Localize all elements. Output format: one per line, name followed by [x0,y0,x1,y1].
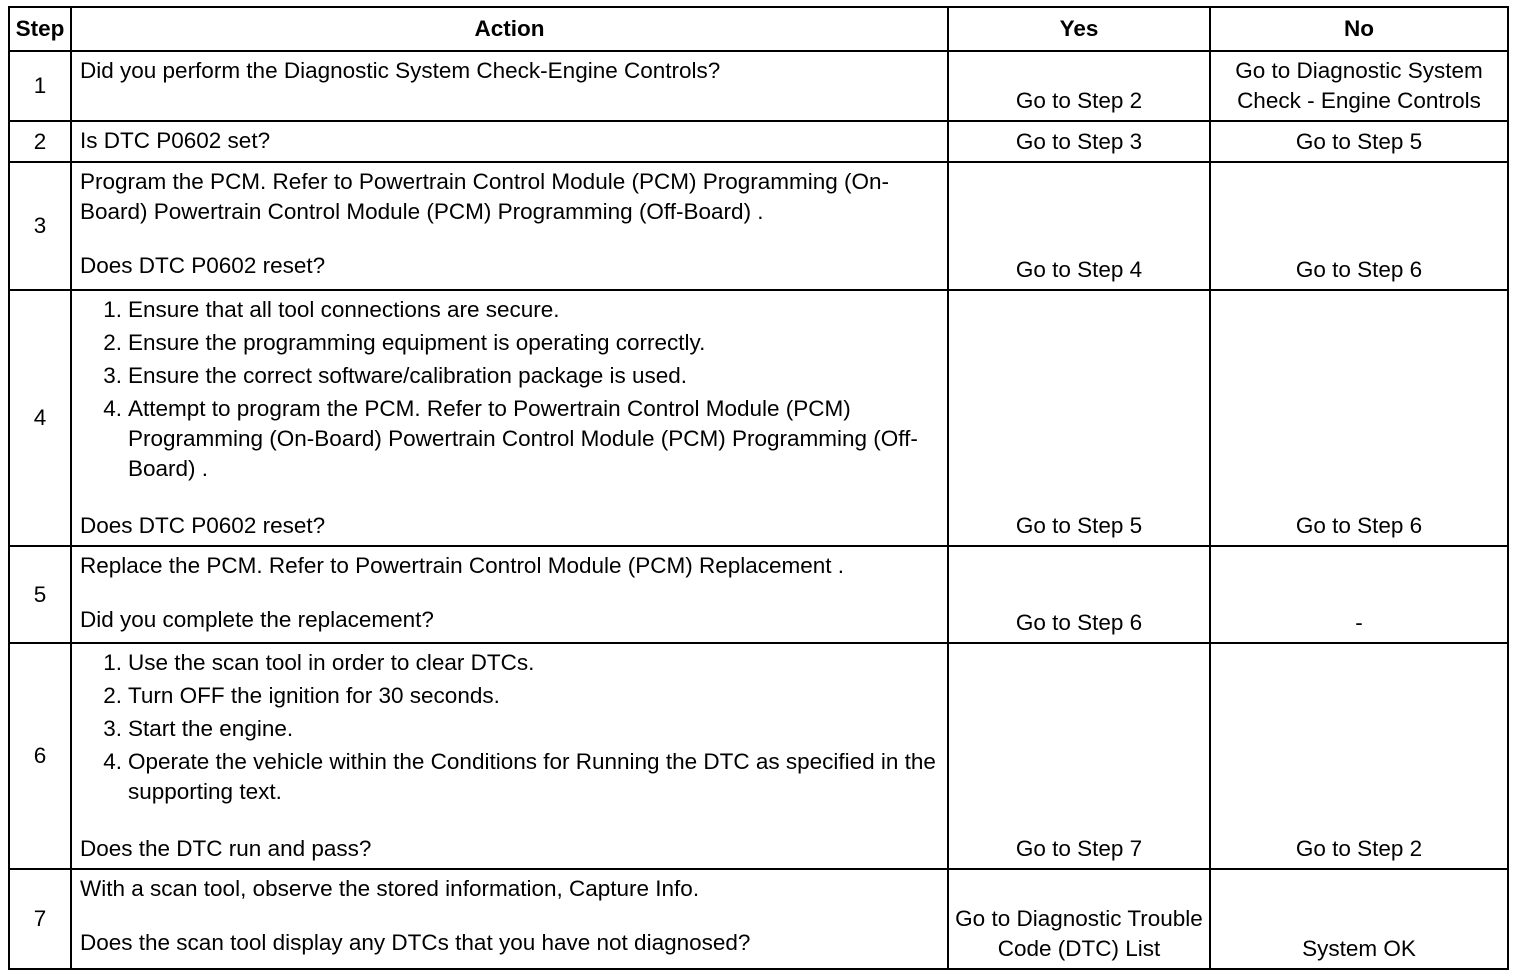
action-cell [71,869,948,969]
yes-result: Go to Step 4 [948,162,1210,290]
list-item [103,747,939,807]
list-item-number: 4. [103,749,122,774]
header-row [9,7,1508,51]
table-row-step-6 [9,643,1508,869]
list-item-text: Start the engine. [128,716,294,741]
yes-result: Go to Step 6 [948,546,1210,643]
action-question: Does DTC P0602 reset? [80,253,326,278]
header-yes: Yes [948,7,1210,51]
action-cell [71,643,948,869]
list-item-number: 3. [103,363,122,388]
list-item-number: 2. [103,683,122,708]
list-item-text: Attempt to program the PCM. Refer to Powertrain Control Module (PCM) Programming (On-Board) Powertrain Control Module (PCM) Programming (Off-Board) . [128,396,918,481]
step-number: 1 [9,51,71,121]
action-text: Replace the PCM. Refer to Powertrain Control Module (PCM) Replacement . [80,553,845,578]
list-item-text: Operate the vehicle within the Conditions for Running the DTC as specified in the supporting text. [128,749,936,804]
yes-result: Go to Step 3 [948,121,1210,162]
step-number: 2 [9,121,71,162]
no-result: Go to Step 2 [1210,643,1508,869]
list-item-number: 2. [103,330,122,355]
table-row-step-3 [9,162,1508,290]
no-result: Go to Step 6 [1210,290,1508,546]
list-item [103,361,939,391]
list-item-text: Turn OFF the ignition for 30 seconds. [128,683,500,708]
table-row-step-5 [9,546,1508,643]
action-list [80,295,939,484]
list-item [103,394,939,484]
list-item-number: 4. [103,396,122,421]
action-cell [71,162,948,290]
action-question: Did you complete the replacement? [80,607,434,632]
diagnostic-table [8,6,1509,970]
list-item [103,328,939,358]
table-row-step-1 [9,51,1508,121]
action-cell [71,290,948,546]
action-text: Is DTC P0602 set? [71,121,948,162]
yes-result: Go to Step 5 [948,290,1210,546]
step-number: 7 [9,869,71,969]
no-result: Go to Step 5 [1210,121,1508,162]
header-action: Action [71,7,948,51]
action-question: Does DTC P0602 reset? [80,513,326,538]
step-number: 5 [9,546,71,643]
header-no: No [1210,7,1508,51]
list-item-text: Ensure the programming equipment is operating correctly. [128,330,706,355]
step-number: 6 [9,643,71,869]
yes-result: Go to Step 2 [948,51,1210,121]
no-result: System OK [1210,869,1508,969]
action-text: With a scan tool, observe the stored information, Capture Info. [80,876,700,901]
list-item [103,714,939,744]
no-result: Go to Diagnostic System Check - Engine Controls [1210,51,1508,121]
action-list [80,648,939,807]
list-item [103,648,939,678]
action-cell [71,546,948,643]
table-row-step-2 [9,121,1508,162]
table-row-step-7 [9,869,1508,969]
action-question: Does the scan tool display any DTCs that you have not diagnosed? [80,930,751,955]
header-step: Step [9,7,71,51]
no-result: Go to Step 6 [1210,162,1508,290]
no-result: - [1210,546,1508,643]
yes-result: Go to Step 7 [948,643,1210,869]
step-number: 3 [9,162,71,290]
list-item-number: 1. [103,650,122,675]
step-number: 4 [9,290,71,546]
list-item-number: 1. [103,297,122,322]
list-item-text: Ensure the correct software/calibration package is used. [128,363,688,388]
action-text: Program the PCM. Refer to Powertrain Control Module (PCM) Programming (On-Board) Powertrain Control Module (PCM) Programming (Off-Board) . [80,169,890,224]
table-row-step-4 [9,290,1508,546]
list-item-text: Use the scan tool in order to clear DTCs. [128,650,535,675]
list-item [103,295,939,325]
action-question: Does the DTC run and pass? [80,836,372,861]
list-item-text: Ensure that all tool connections are secure. [128,297,560,322]
list-item-number: 3. [103,716,122,741]
action-text: Did you perform the Diagnostic System Check-Engine Controls? [71,51,948,121]
yes-result: Go to Diagnostic Trouble Code (DTC) List [948,869,1210,969]
list-item [103,681,939,711]
